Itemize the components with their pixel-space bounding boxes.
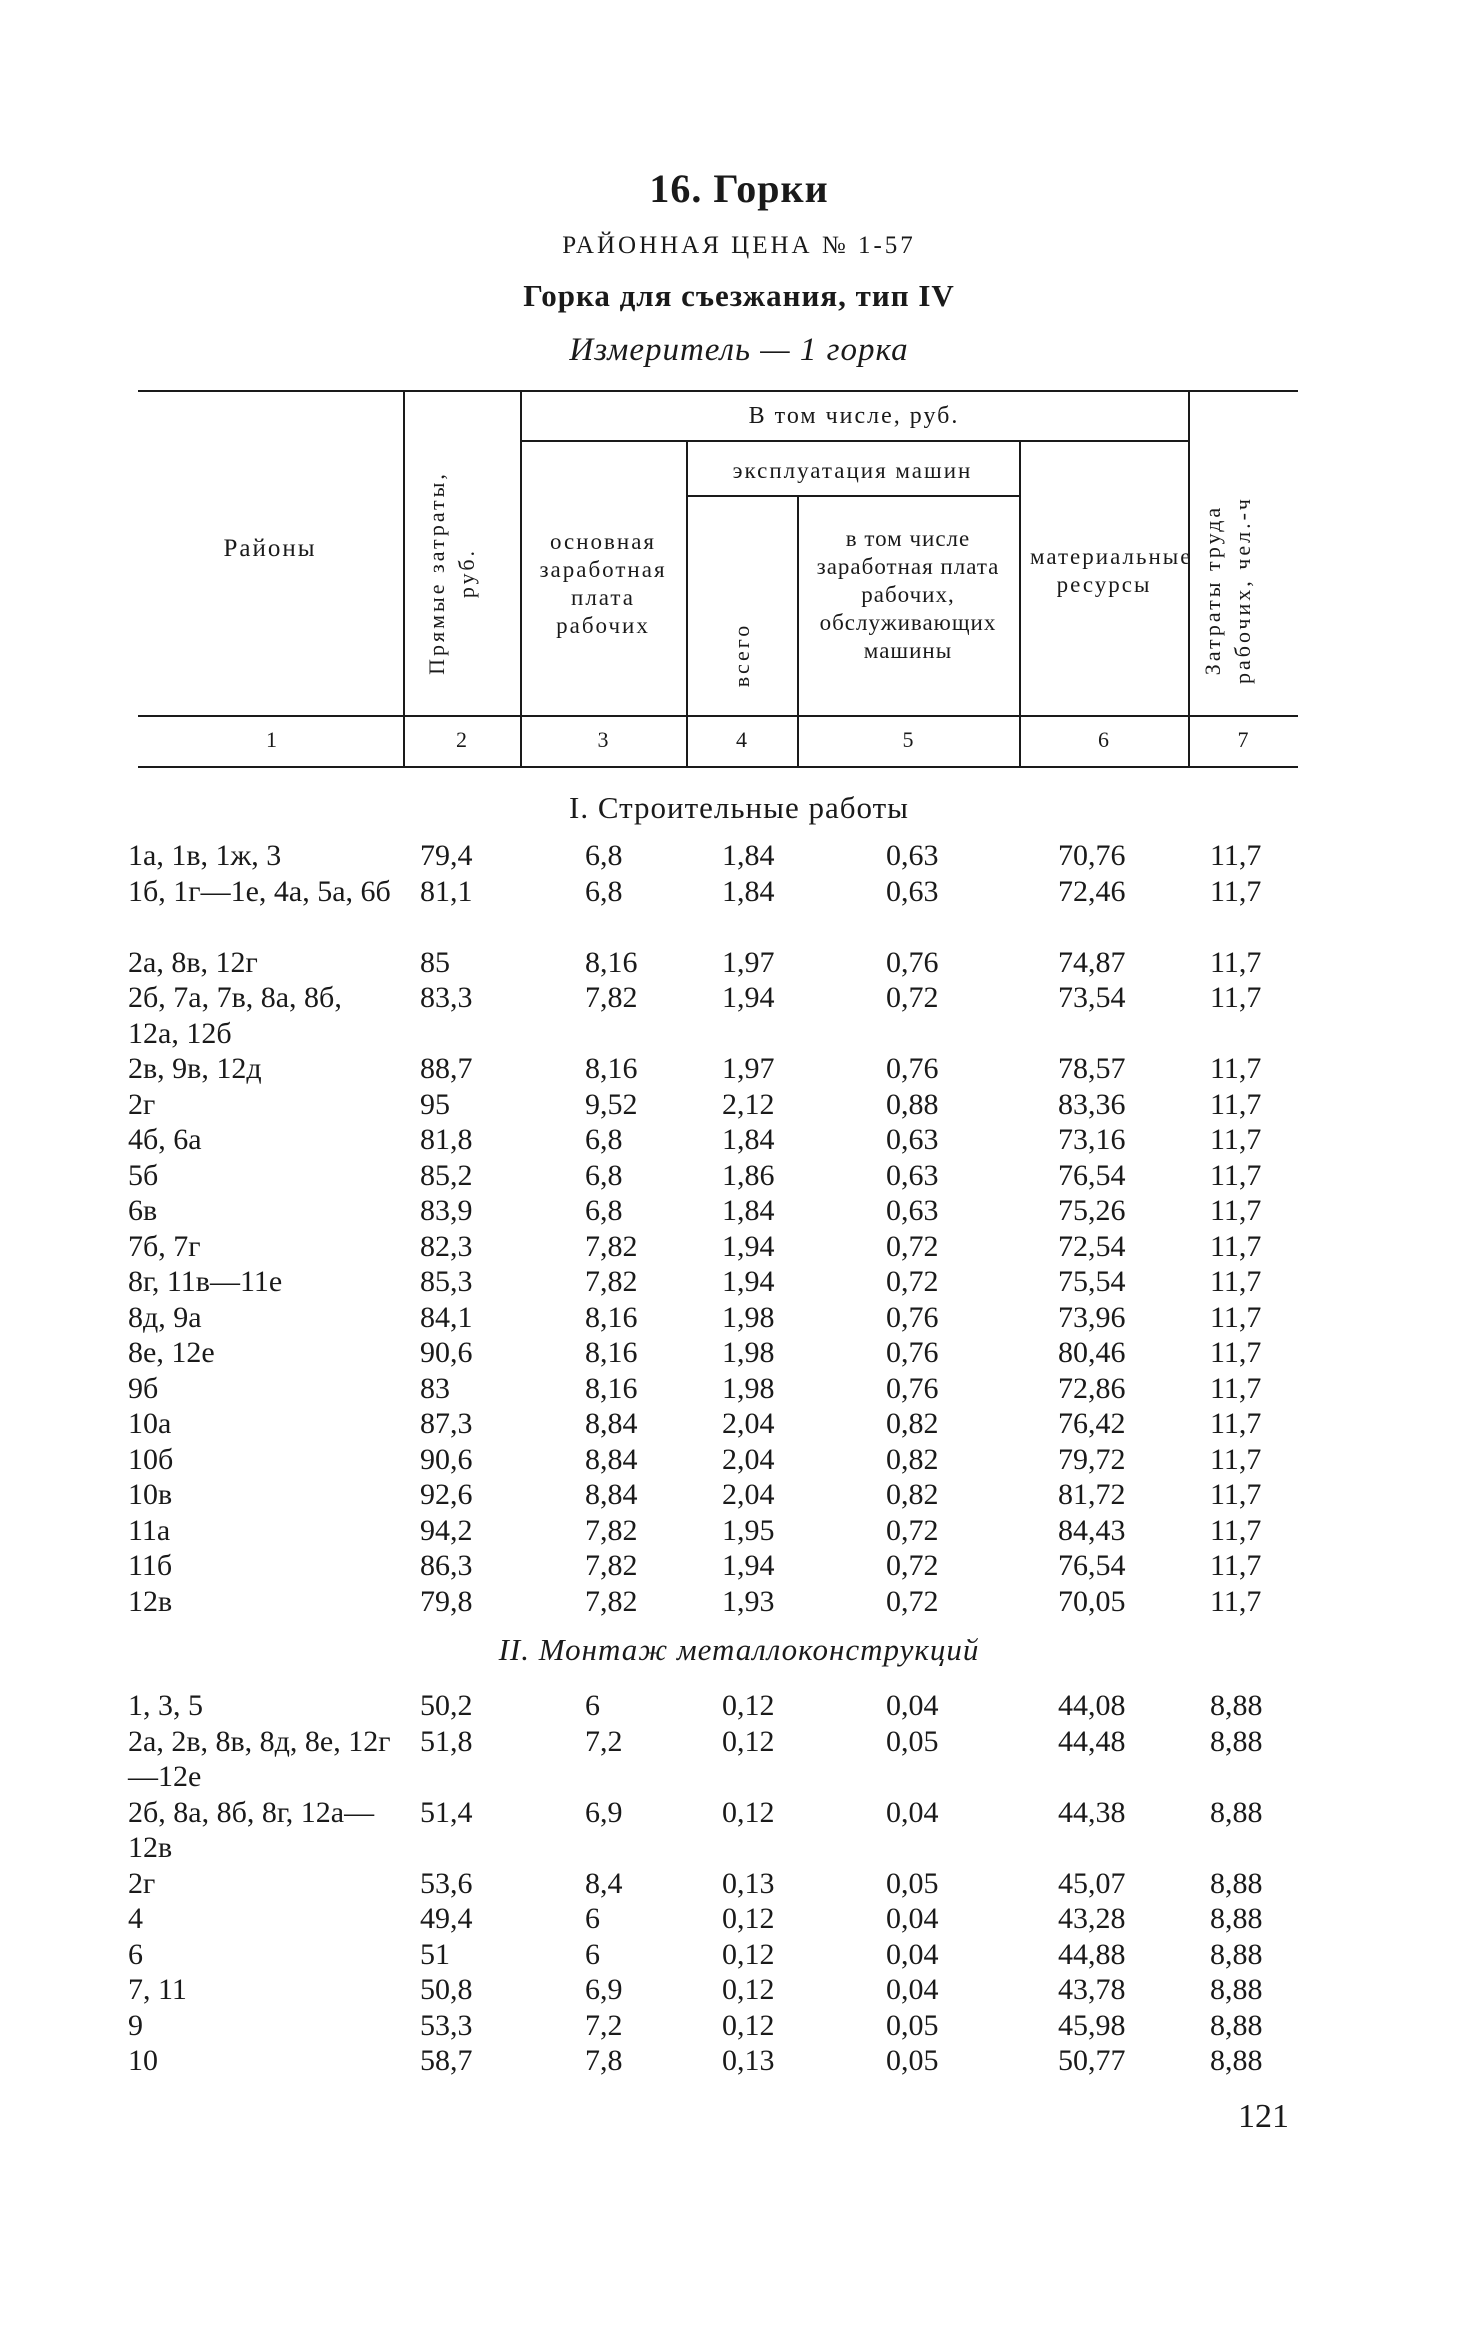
materials-cell: 72,54 — [1058, 1229, 1126, 1263]
labor-cell: 11,7 — [1210, 1300, 1262, 1334]
direct-costs-cell: 86,3 — [420, 1549, 473, 1582]
machine-total-cell: 1,84 — [722, 1123, 775, 1156]
header-subrule-machines — [686, 495, 1019, 497]
labor-cell: 11,7 — [1210, 839, 1262, 872]
region-cell: 10 — [128, 2044, 158, 2077]
table-row — [0, 1122, 1478, 1158]
machine-total-cell: 2,04 — [722, 1407, 775, 1440]
region-cell: 2а, 8в, 12г — [128, 945, 258, 979]
materials-cell: 80,46 — [1058, 1336, 1126, 1369]
materials-cell: 76,54 — [1058, 1549, 1126, 1582]
direct-costs-cell: 50,8 — [420, 1973, 473, 2006]
region-cell: 4 — [128, 1902, 143, 1935]
labor-cell: 8,88 — [1210, 2008, 1263, 2042]
direct-costs-cell: 58,7 — [420, 2044, 473, 2077]
machine-total-cell: 1,97 — [722, 1052, 775, 1085]
materials-cell: 84,43 — [1058, 1513, 1126, 1547]
region-cell: 1а, 1в, 1ж, 3 — [128, 839, 282, 872]
machine-total-cell: 0,12 — [722, 1902, 775, 1935]
base-wage-cell: 7,82 — [585, 1513, 638, 1547]
labor-cell: 11,7 — [1210, 1194, 1262, 1227]
materials-cell: 73,96 — [1058, 1300, 1126, 1334]
col-number: 6 — [1098, 727, 1109, 752]
labor-cell: 11,7 — [1210, 1513, 1262, 1547]
direct-costs-cell: 83,3 — [420, 981, 473, 1014]
region-cell: 8е, 12е — [128, 1336, 215, 1369]
machine-wage-cell: 0,82 — [886, 1442, 939, 1476]
labor-cell: 8,88 — [1210, 1937, 1263, 1971]
labor-cell: 11,7 — [1210, 1478, 1262, 1511]
machine-wage-cell: 0,76 — [886, 1336, 939, 1369]
labor-cell: 11,7 — [1210, 1336, 1262, 1369]
materials-cell: 76,42 — [1058, 1407, 1126, 1440]
table-row — [0, 1300, 1478, 1336]
base-wage-cell: 8,16 — [585, 945, 638, 979]
direct-costs-cell: 90,6 — [420, 1336, 473, 1369]
region-cell: 11б — [128, 1549, 173, 1582]
base-wage-cell: 7,82 — [585, 1549, 638, 1582]
machine-wage-cell: 0,76 — [886, 1052, 939, 1085]
materials-cell: 76,54 — [1058, 1158, 1126, 1192]
table-top-rule — [138, 390, 1298, 392]
direct-costs-cell: 88,7 — [420, 1052, 473, 1085]
region-cell: 4б, 6а — [128, 1123, 202, 1156]
table-row — [0, 1584, 1478, 1620]
materials-cell: 83,36 — [1058, 1087, 1126, 1121]
machine-total-cell: 0,13 — [722, 1866, 775, 1900]
machine-total-cell: 0,12 — [722, 1937, 775, 1971]
materials-cell: 74,87 — [1058, 945, 1126, 979]
labor-cell: 11,7 — [1210, 1087, 1262, 1121]
base-wage-cell: 7,2 — [585, 1724, 623, 1758]
slide-type-heading: Горка для съезжания, тип IV — [523, 278, 955, 313]
materials-cell: 75,26 — [1058, 1194, 1126, 1227]
table-row — [0, 1406, 1478, 1442]
machine-wage-cell: 0,05 — [886, 2044, 939, 2077]
region-cell: 10в — [128, 1478, 173, 1511]
materials-cell: 44,08 — [1058, 1689, 1126, 1722]
machine-wage-cell: 0,76 — [886, 945, 939, 979]
region-cell: 9 — [128, 2008, 143, 2042]
header-materials: материальные ресурсы — [1030, 544, 1193, 597]
labor-cell: 11,7 — [1210, 1584, 1262, 1618]
region-cell: 2г — [128, 1087, 156, 1121]
region-cell: 10а — [128, 1407, 172, 1440]
region-cell: 2а, 2в, 8в, 8д, 8е, 12г—12е — [128, 1724, 391, 1793]
header-base-wage: основная заработная плата рабочих — [539, 529, 667, 638]
table-row — [0, 1901, 1478, 1937]
table-row — [0, 1724, 1478, 1795]
direct-costs-cell: 82,3 — [420, 1229, 473, 1263]
materials-cell: 44,88 — [1058, 1937, 1126, 1971]
machine-wage-cell: 0,04 — [886, 1795, 939, 1829]
base-wage-cell: 6,8 — [585, 839, 623, 872]
base-wage-cell: 8,16 — [585, 1052, 638, 1085]
table-row — [0, 1548, 1478, 1584]
machine-wage-cell: 0,05 — [886, 2008, 939, 2042]
labor-cell: 8,88 — [1210, 1973, 1263, 2006]
machine-total-cell: 1,97 — [722, 945, 775, 979]
base-wage-cell: 6,8 — [585, 1158, 623, 1192]
header-divider — [1188, 392, 1190, 766]
machine-total-cell: 2,12 — [722, 1087, 775, 1121]
table-row — [0, 1442, 1478, 1478]
base-wage-cell: 6 — [585, 1937, 600, 1971]
section-title: II. Монтаж металлоконструкций — [498, 1632, 980, 1667]
direct-costs-cell: 87,3 — [420, 1407, 473, 1440]
col-number: 1 — [266, 727, 277, 752]
colnum-bottom-rule — [138, 766, 1298, 768]
header-including: В том числе, руб. — [748, 403, 960, 429]
table-row — [0, 1087, 1478, 1123]
labor-cell: 11,7 — [1210, 1052, 1262, 1085]
header-divider — [686, 442, 688, 766]
machine-total-cell: 1,94 — [722, 1265, 775, 1298]
machine-total-cell: 1,84 — [722, 839, 775, 872]
direct-costs-cell: 92,6 — [420, 1478, 473, 1511]
col-number: 7 — [1237, 727, 1249, 752]
base-wage-cell: 8,84 — [585, 1407, 638, 1440]
labor-cell: 8,88 — [1210, 1689, 1263, 1722]
col-number: 2 — [456, 727, 467, 752]
header-machine-operation: эксплуатация машин — [732, 458, 973, 483]
machine-wage-cell: 0,88 — [886, 1087, 939, 1121]
materials-cell: 43,78 — [1058, 1973, 1126, 2006]
base-wage-cell: 6,9 — [585, 1973, 623, 2006]
direct-costs-cell: 81,1 — [420, 874, 473, 908]
direct-costs-cell: 79,8 — [420, 1584, 473, 1618]
header-subrule-including — [520, 440, 1188, 442]
meter-caption: Измеритель — 1 горка — [569, 332, 909, 368]
header-divider — [520, 392, 522, 766]
machine-total-cell: 0,12 — [722, 1973, 775, 2006]
region-cell: 10б — [128, 1442, 174, 1476]
base-wage-cell: 8,84 — [585, 1442, 638, 1476]
table-row — [0, 1229, 1478, 1265]
base-wage-cell: 6,8 — [585, 874, 623, 908]
direct-costs-cell: 51 — [420, 1937, 450, 1971]
base-wage-cell: 7,8 — [585, 2044, 623, 2077]
machine-total-cell: 1,94 — [722, 981, 775, 1014]
machine-wage-cell: 0,05 — [886, 1866, 939, 1900]
direct-costs-cell: 95 — [420, 1087, 450, 1121]
materials-cell: 45,07 — [1058, 1866, 1126, 1900]
materials-cell: 73,54 — [1058, 981, 1126, 1014]
machine-total-cell: 0,12 — [722, 2008, 775, 2042]
col-number: 5 — [902, 727, 914, 752]
machine-wage-cell: 0,63 — [886, 1158, 939, 1192]
table-row — [0, 874, 1478, 945]
direct-costs-cell: 85,3 — [420, 1265, 473, 1298]
header-regions: Районы — [223, 535, 317, 562]
labor-cell: 11,7 — [1210, 945, 1262, 979]
table-row — [0, 838, 1478, 874]
direct-costs-cell: 83 — [420, 1371, 450, 1405]
machine-wage-cell: 0,72 — [886, 1584, 939, 1618]
region-cell: 7, 11 — [128, 1973, 187, 2006]
materials-cell: 45,98 — [1058, 2008, 1126, 2042]
price-subtitle: РАЙОННАЯ ЦЕНА № 1-57 — [562, 232, 916, 259]
direct-costs-cell: 49,4 — [420, 1902, 473, 1935]
base-wage-cell: 8,16 — [585, 1371, 638, 1405]
base-wage-cell: 7,2 — [585, 2008, 623, 2042]
region-cell: 6 — [128, 1937, 143, 1971]
materials-cell: 44,48 — [1058, 1724, 1126, 1758]
header-bottom-rule — [138, 715, 1298, 717]
table-row — [0, 1688, 1478, 1724]
labor-cell: 11,7 — [1210, 1123, 1262, 1156]
direct-costs-cell: 53,6 — [420, 1866, 473, 1900]
base-wage-cell: 7,82 — [585, 981, 638, 1014]
materials-cell: 44,38 — [1058, 1795, 1126, 1829]
materials-cell: 70,76 — [1058, 839, 1126, 872]
base-wage-cell: 6 — [585, 1689, 600, 1722]
region-cell: 2г — [128, 1866, 156, 1900]
machine-wage-cell: 0,63 — [886, 839, 939, 872]
direct-costs-cell: 81,8 — [420, 1123, 473, 1156]
machine-wage-cell: 0,63 — [886, 1194, 939, 1227]
col-number: 4 — [736, 727, 747, 752]
materials-cell: 75,54 — [1058, 1265, 1126, 1298]
labor-cell: 11,7 — [1210, 1407, 1262, 1440]
direct-costs-cell: 84,1 — [420, 1300, 473, 1334]
table-row — [0, 1513, 1478, 1549]
table-row — [0, 1795, 1478, 1866]
materials-cell: 50,77 — [1058, 2044, 1126, 2077]
base-wage-cell: 7,82 — [585, 1584, 638, 1618]
labor-cell: 11,7 — [1210, 981, 1262, 1014]
header-incl-wage: в том числе заработная плата рабочих, обслуживающих машины — [816, 526, 1000, 663]
table-row — [0, 1937, 1478, 1973]
machine-total-cell: 1,98 — [722, 1371, 775, 1405]
labor-cell: 8,88 — [1210, 1902, 1263, 1935]
machine-wage-cell: 0,72 — [886, 1549, 939, 1582]
header-divider — [403, 392, 405, 766]
base-wage-cell: 7,82 — [585, 1265, 638, 1298]
page-number: 121 — [1238, 2098, 1289, 2135]
direct-costs-cell: 94,2 — [420, 1513, 473, 1547]
region-cell: 12в — [128, 1584, 173, 1618]
machine-total-cell: 0,12 — [722, 1724, 775, 1758]
region-cell: 2в, 9в, 12д — [128, 1052, 262, 1085]
header-total: всего — [729, 622, 754, 688]
section-1-rows — [0, 838, 1478, 1619]
direct-costs-cell: 79,4 — [420, 839, 473, 872]
machine-total-cell: 2,04 — [722, 1442, 775, 1476]
region-cell: 2б, 7а, 7в, 8а, 8б, 12а, 12б — [128, 981, 342, 1050]
region-cell: 1, 3, 5 — [128, 1689, 203, 1722]
base-wage-cell: 8,16 — [585, 1336, 638, 1369]
machine-total-cell: 2,04 — [722, 1478, 775, 1511]
machine-wage-cell: 0,04 — [886, 1973, 939, 2006]
table-row — [0, 1335, 1478, 1371]
table-row — [0, 2008, 1478, 2044]
direct-costs-cell: 85 — [420, 945, 450, 979]
direct-costs-cell: 51,4 — [420, 1795, 473, 1829]
labor-cell: 11,7 — [1210, 1229, 1262, 1263]
machine-total-cell: 0,12 — [722, 1795, 775, 1829]
machine-total-cell: 1,98 — [722, 1300, 775, 1334]
page-title: 16. Горки — [649, 166, 829, 211]
header-direct-costs: Прямые затраты, руб. — [424, 471, 479, 675]
labor-cell: 8,88 — [1210, 1724, 1263, 1758]
base-wage-cell: 8,16 — [585, 1300, 638, 1334]
section-2-rows — [0, 1688, 1478, 2079]
header-labor: Затраты труда рабочих, чел.-ч — [1200, 496, 1255, 684]
region-cell: 5б — [128, 1158, 159, 1192]
direct-costs-cell: 51,8 — [420, 1724, 473, 1758]
direct-costs-cell: 83,9 — [420, 1194, 473, 1227]
table-row — [0, 1866, 1478, 1902]
table-row — [0, 1158, 1478, 1194]
table-row — [0, 1477, 1478, 1513]
direct-costs-cell: 85,2 — [420, 1158, 473, 1192]
direct-costs-cell: 90,6 — [420, 1442, 473, 1476]
machine-total-cell: 1,95 — [722, 1513, 775, 1547]
materials-cell: 79,72 — [1058, 1442, 1126, 1476]
base-wage-cell: 6,8 — [585, 1194, 623, 1227]
region-cell: 11а — [128, 1513, 171, 1547]
region-cell: 8г, 11в—11е — [128, 1265, 283, 1298]
table-row — [0, 1972, 1478, 2008]
labor-cell: 8,88 — [1210, 1795, 1263, 1829]
region-cell: 2б, 8а, 8б, 8г, 12а—12в — [128, 1795, 375, 1864]
base-wage-cell: 8,4 — [585, 1866, 623, 1900]
machine-total-cell: 1,86 — [722, 1158, 775, 1192]
labor-cell: 11,7 — [1210, 1265, 1262, 1298]
materials-cell: 43,28 — [1058, 1902, 1126, 1935]
machine-wage-cell: 0,72 — [886, 1229, 939, 1263]
labor-cell: 11,7 — [1210, 874, 1262, 908]
machine-total-cell: 1,84 — [722, 874, 775, 908]
materials-cell: 78,57 — [1058, 1052, 1126, 1085]
region-cell: 8д, 9а — [128, 1300, 202, 1334]
materials-cell: 72,86 — [1058, 1371, 1126, 1405]
base-wage-cell: 9,52 — [585, 1087, 638, 1121]
table-row — [0, 1051, 1478, 1087]
materials-cell: 73,16 — [1058, 1123, 1126, 1156]
labor-cell: 8,88 — [1210, 1866, 1263, 1900]
region-cell: 9б — [128, 1371, 159, 1405]
materials-cell: 81,72 — [1058, 1478, 1126, 1511]
base-wage-cell: 6 — [585, 1902, 600, 1935]
machine-wage-cell: 0,82 — [886, 1407, 939, 1440]
direct-costs-cell: 53,3 — [420, 2008, 473, 2042]
machine-total-cell: 1,93 — [722, 1584, 775, 1618]
table-row — [0, 1264, 1478, 1300]
machine-wage-cell: 0,76 — [886, 1371, 939, 1405]
machine-wage-cell: 0,04 — [886, 1689, 939, 1722]
table-row — [0, 980, 1478, 1051]
base-wage-cell: 7,82 — [585, 1229, 638, 1263]
labor-cell: 11,7 — [1210, 1549, 1262, 1582]
machine-total-cell: 1,94 — [722, 1549, 775, 1582]
section-title: I. Строительные работы — [569, 790, 909, 825]
header-divider — [1019, 442, 1021, 766]
machine-wage-cell: 0,82 — [886, 1478, 939, 1511]
machine-total-cell: 1,94 — [722, 1229, 775, 1263]
machine-wage-cell: 0,76 — [886, 1300, 939, 1334]
machine-wage-cell: 0,04 — [886, 1937, 939, 1971]
col-number: 3 — [597, 727, 609, 752]
labor-cell: 11,7 — [1210, 1158, 1262, 1192]
machine-total-cell: 0,12 — [722, 1689, 775, 1722]
table-row — [0, 1371, 1478, 1407]
labor-cell: 11,7 — [1210, 1442, 1262, 1476]
table-row — [0, 1193, 1478, 1229]
region-cell: 6в — [128, 1194, 158, 1227]
table-row — [0, 945, 1478, 981]
machine-wage-cell: 0,72 — [886, 981, 939, 1014]
direct-costs-cell: 50,2 — [420, 1689, 473, 1722]
machine-wage-cell: 0,05 — [886, 1724, 939, 1758]
base-wage-cell: 8,84 — [585, 1478, 638, 1511]
materials-cell: 70,05 — [1058, 1584, 1126, 1618]
region-cell: 1б, 1г—1е, 4а, 5а, 6б — [128, 874, 391, 908]
machine-wage-cell: 0,63 — [886, 1123, 939, 1156]
materials-cell: 72,46 — [1058, 874, 1126, 908]
machine-wage-cell: 0,72 — [886, 1265, 939, 1298]
machine-wage-cell: 0,04 — [886, 1902, 939, 1935]
header-divider — [797, 497, 799, 766]
base-wage-cell: 6,9 — [585, 1795, 623, 1829]
machine-total-cell: 1,98 — [722, 1336, 775, 1369]
machine-total-cell: 0,13 — [722, 2044, 775, 2077]
labor-cell: 11,7 — [1210, 1371, 1262, 1405]
labor-cell: 8,88 — [1210, 2044, 1263, 2077]
table-row — [0, 2043, 1478, 2079]
machine-total-cell: 1,84 — [722, 1194, 775, 1227]
machine-wage-cell: 0,72 — [886, 1513, 939, 1547]
region-cell: 7б, 7г — [128, 1229, 201, 1263]
machine-wage-cell: 0,63 — [886, 874, 939, 908]
base-wage-cell: 6,8 — [585, 1123, 623, 1156]
